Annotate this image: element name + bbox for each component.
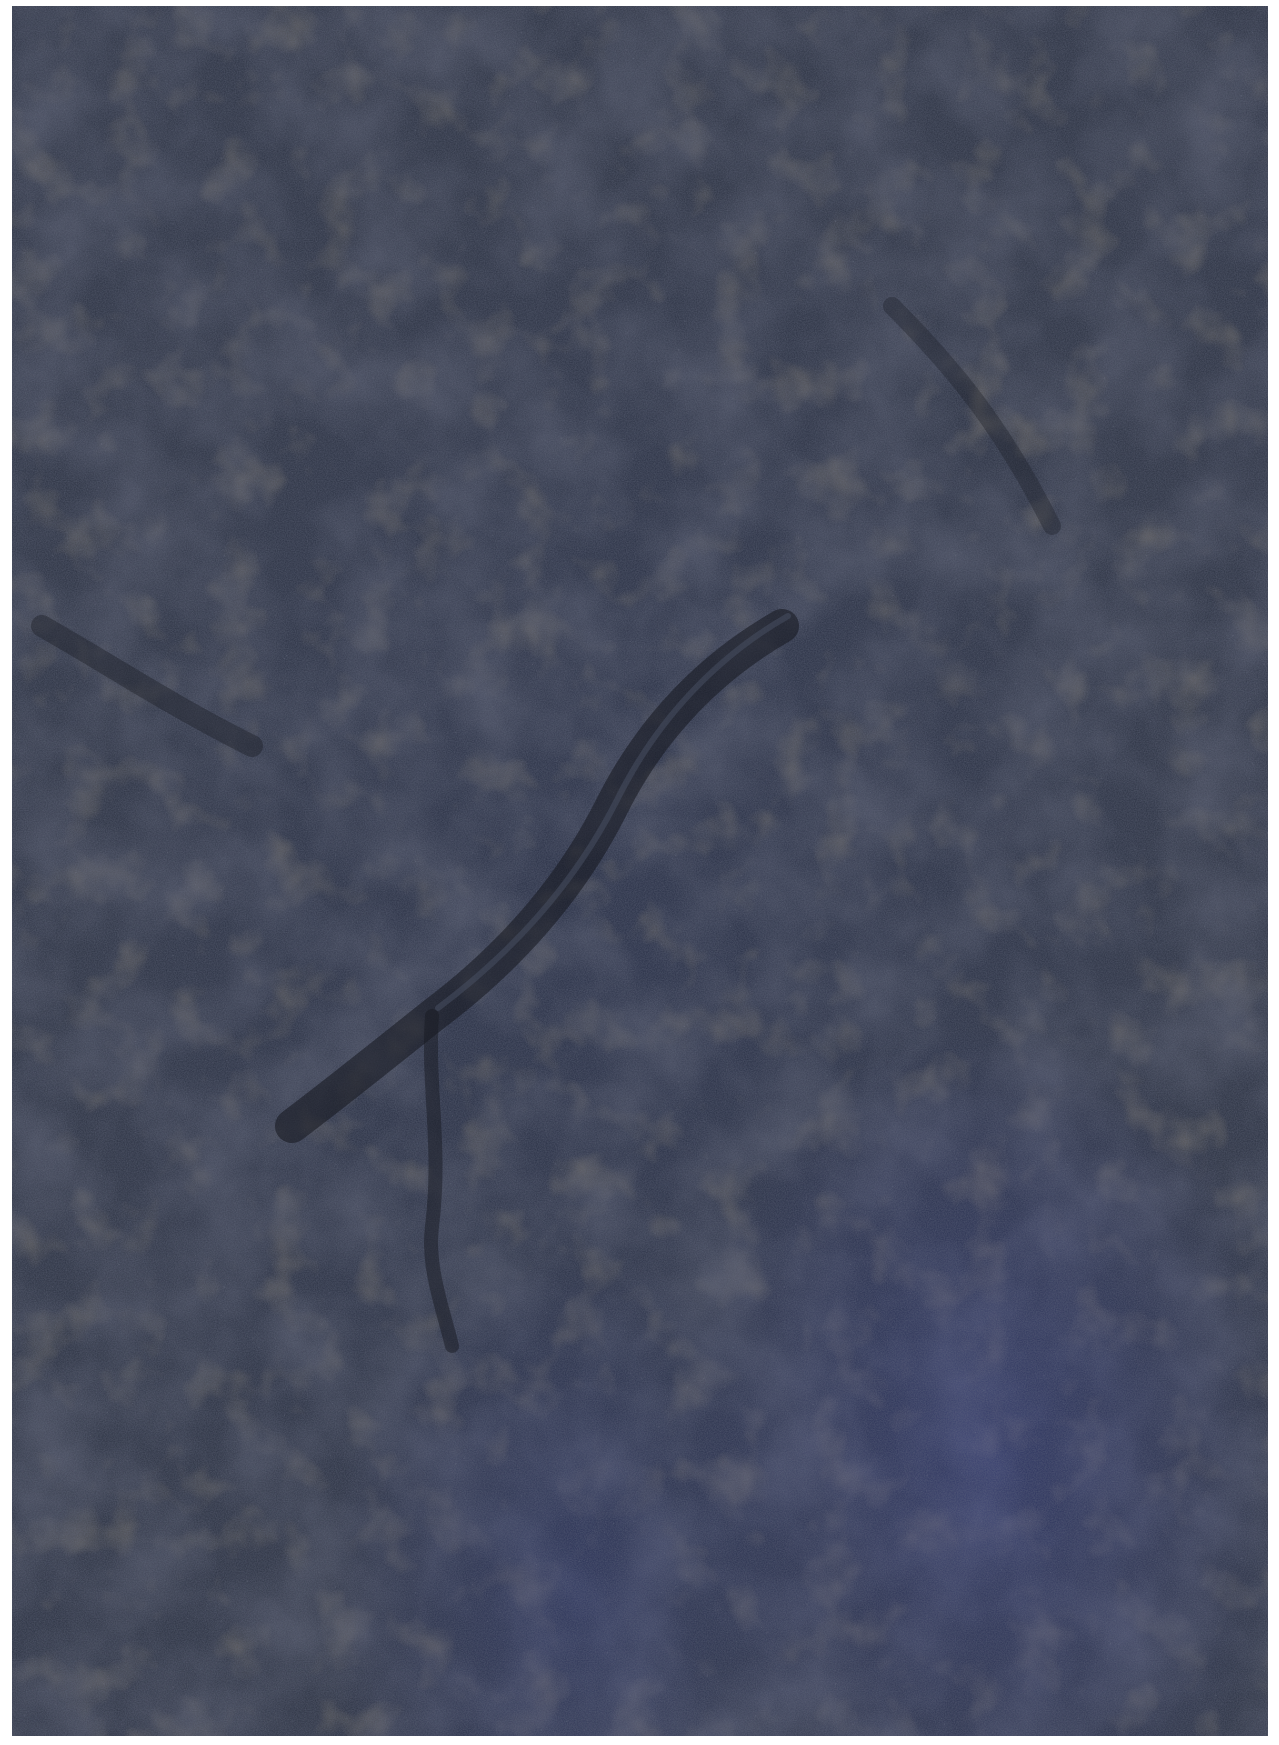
- impasto-specks: [12, 6, 1268, 1736]
- textured-blue-painting: [12, 6, 1268, 1736]
- painting-surface: [12, 6, 1268, 1736]
